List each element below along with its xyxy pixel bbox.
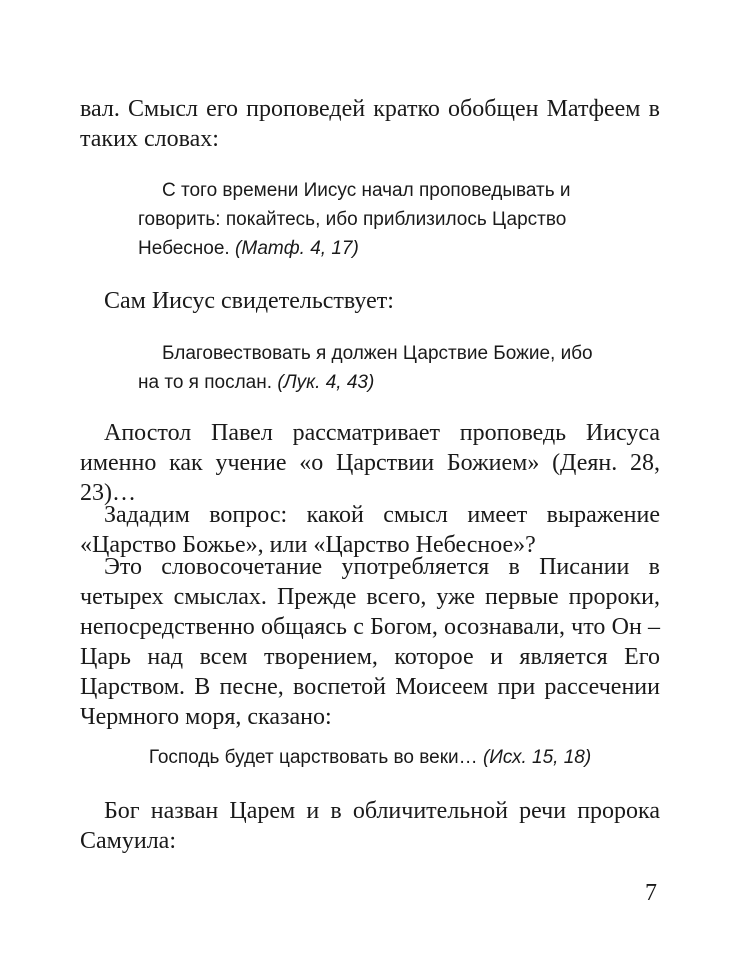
paragraph-5: Это словосочетание употребляется в Писании в четырех смыслах. Прежде всего, уже первые пророки, непосредственно общаясь с Богом, осознавали, что Он – Царь над всем творением, которое и является Его Царством. В песне, воспетой Моисеем при рассечении Чермного моря, сказано: — [80, 554, 660, 730]
quote-2-reference: (Лук. 4, 43) — [277, 372, 375, 393]
quote-2 — [138, 339, 618, 397]
paragraph-2: Сам Иисус свидетельствует: — [104, 288, 394, 314]
quote-3-text: Господь будет царствовать во веки… — [148, 747, 478, 768]
paragraph-6: Бог назван Царем и в обличительной речи пророка Самуила: — [80, 798, 660, 854]
quote-1-reference: (Матф. 4, 17) — [235, 238, 359, 259]
quote-3 — [80, 743, 660, 773]
paragraph-4: Зададим вопрос: какой смысл имеет выражение «Царство Божье», или «Царство Небесное»? — [80, 502, 660, 558]
page-number: 7 — [645, 880, 657, 906]
paragraph-3: Апостол Павел рассматривает проповедь Иисуса именно как учение «о Царствии Божием» (Деян. 28, 23)… — [80, 420, 660, 506]
quote-2-text: Благовествовать я должен Царствие Божие, ибо на то я послан. — [138, 343, 593, 393]
quote-1 — [138, 176, 618, 263]
paragraph-1: вал. Смысл его проповедей кратко обобщен Матфеем в таких словах: — [80, 96, 660, 152]
quote-3-reference: (Исх. 15, 18) — [482, 747, 592, 768]
quote-1-text: С того времени Иисус начал проповедывать и говорить: покайтесь, ибо приблизилось Царство Небесное. — [138, 180, 571, 259]
